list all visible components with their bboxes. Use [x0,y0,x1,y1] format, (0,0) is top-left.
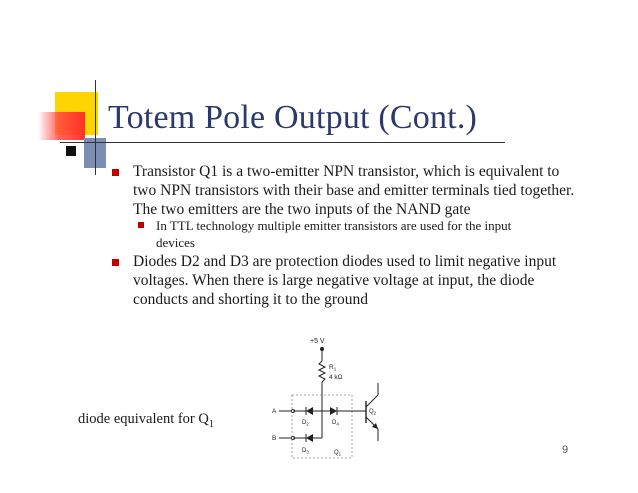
square-bullet-icon [112,169,119,176]
circuit-diagram [262,333,392,463]
input-a-label: A [272,408,277,415]
bullet-line: Diodes D2 and D3 are protection diodes used to limit negative input [133,253,557,270]
decor-vertical-line [95,80,96,175]
bullet-item-q1 [112,162,582,219]
q2-label: $Q_2$ [369,409,377,416]
decor-horizontal-line [60,142,505,143]
input-b-label: B [272,435,277,442]
d4-label: $D_4$ [332,420,339,427]
bullet-line: two NPN transistors with their base and emitter terminals tied together. [133,182,575,199]
diode-d3 [306,434,313,442]
decor-red-gradient [38,112,85,140]
r1-value: 4 kΩ [329,374,343,381]
diode-d4 [330,407,337,415]
caption-subscript: 1 [208,418,214,430]
d2-label: $D_2$ [302,420,309,427]
bullet-item-diodes [112,252,582,309]
square-bullet-icon [138,222,144,228]
sub-bullet-item-ttl [138,217,578,251]
sub-bullet-text [156,217,511,251]
square-bullet-icon [112,259,119,266]
caption-text: diode equivalent for Q [78,411,209,427]
r1-label: $R_1$ [329,364,337,372]
page-number: 9 [562,444,569,456]
supply-label: +5 V [310,338,325,345]
bullet-line: Transistor Q1 is a two-emitter NPN transistor, which is equivalent to [133,163,560,180]
bullet-line: In TTL technology multiple emitter transistors are used for the input [156,218,512,233]
d3-label: $D_3$ [302,448,309,455]
bullet-line: conducts and shorting it to the ground [133,291,369,308]
bullet-line: The two emitters are the two inputs of the NAND gate [133,201,471,218]
q1-label: $Q_1$ [334,450,342,457]
bullet-line: devices [156,235,195,250]
bullet-line: voltages. When there is large negative voltage at input, the diode [133,272,535,289]
decor-black-square [66,146,76,156]
diode-d2 [306,407,313,415]
bullet-text [133,252,556,309]
transistor-q2-collector [366,395,378,407]
resistor-r1 [319,361,325,382]
bullet-text [133,162,574,219]
diagram-caption [78,411,214,430]
slide-title: Totem Pole Output (Cont.) [108,99,478,136]
